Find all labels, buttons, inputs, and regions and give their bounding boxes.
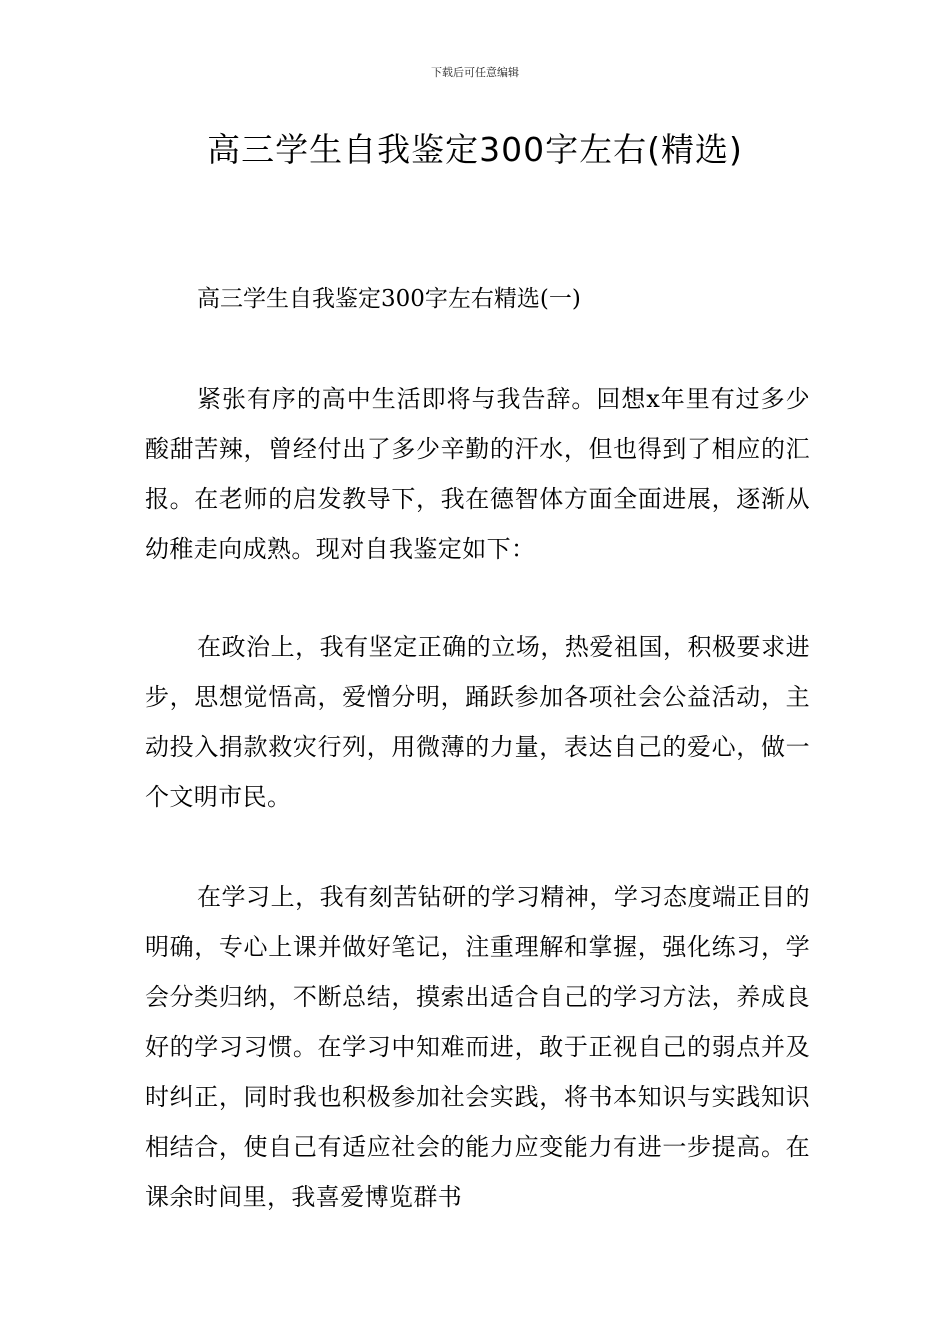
paragraph-politics: 在政治上，我有坚定正确的立场，热爱祖国，积极要求进步，思想觉悟高，爱憎分明，踊跃参加各项社会公益活动，主动投入捐款救灾行列，用微薄的力量，表达自己的爱心，做一个文明市民。 (145, 633, 810, 811)
document-title: 高三学生自我鉴定300字左右(精选) (207, 130, 743, 169)
header-note: 下载后可任意编辑 (431, 66, 519, 79)
paragraph-intro: 紧张有序的高中生活即将与我告辞。回想x年里有过多少酸甜苦辣，曾经付出了多少辛勤的汗水，但也得到了相应的汇报。在老师的启发教导下，我在德智体方面全面进展，逐渐从幼稚走向成熟。现对自我鉴定如下： (145, 385, 810, 563)
section-heading: 高三学生自我鉴定300字左右精选(一) (197, 286, 581, 312)
paragraph-study: 在学习上，我有刻苦钻研的学习精神，学习态度端正目的明确，专心上课并做好笔记，注重理解和掌握，强化练习，学会分类归纳，不断总结，摸索出适合自己的学习方法，养成良好的学习习惯。在学习中知难而进，敢于正视自己的弱点并及时纠正，同时我也积极参加社会实践，将书本知识与实践知识相结合，使自己有适应社会的能力应变能力有进一步提高。在课余时间里，我喜爱博览群书 (145, 883, 810, 1211)
